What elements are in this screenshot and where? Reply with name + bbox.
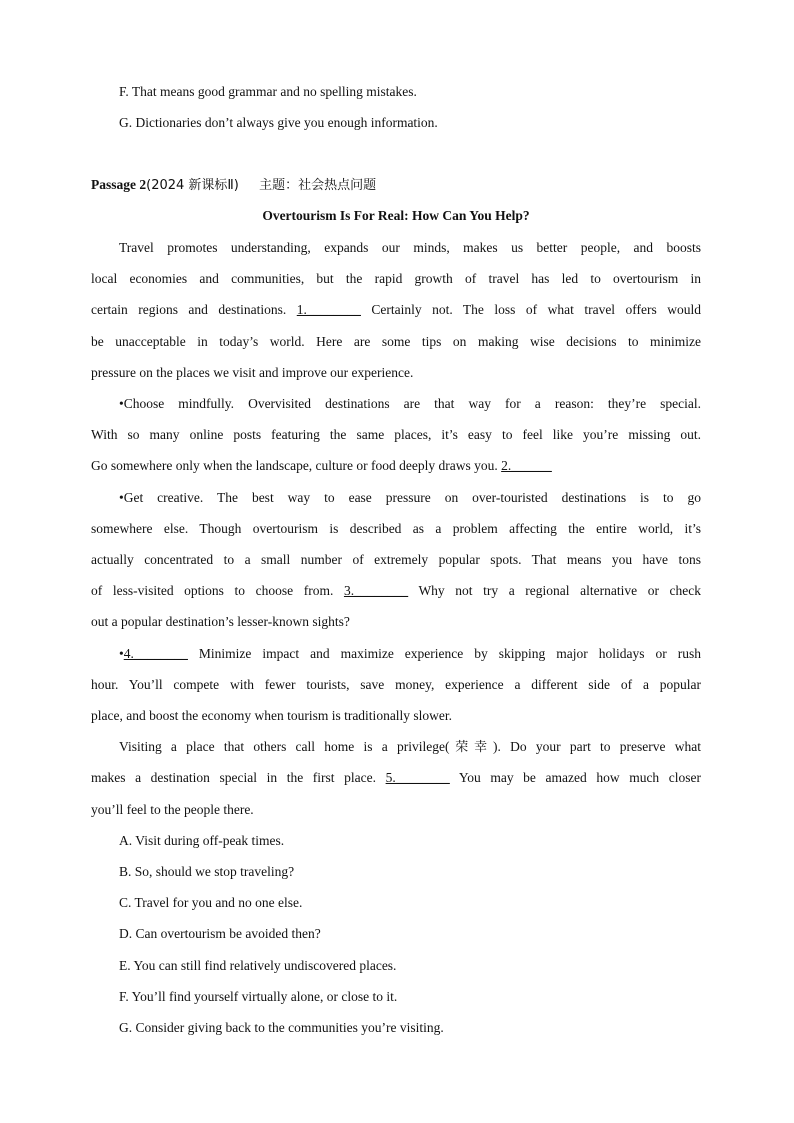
blank-5[interactable]: 5.________ [385,770,450,785]
p3-line-5: out a popular destination’s lesser-known sights? [91,614,350,629]
passage-label: Passage 2 [91,177,147,192]
p3-line-2: somewhere else. Though overtourism is described as a problem affecting the entire world, it’s [91,521,701,536]
passage-source: (2024 新课标Ⅱ) [146,178,239,193]
passage-theme: 主题：社会热点问题 [259,178,377,193]
option-c: C. Travel for you and no one else. [119,895,303,910]
blank-1[interactable]: 1.________ [296,302,361,317]
option-f: F. You’ll find yourself virtually alone, or close to it. [119,989,398,1004]
passage-title: Overtourism Is For Real: How Can You Help? [262,208,530,223]
p4-line-3: place, and boost the economy when tourism is traditionally slower. [91,708,453,723]
p1-line-4: be unacceptable in today’s world. Here are some tips on making wise decisions to minimize [91,334,701,349]
option-a: A. Visit during off-peak times. [119,833,285,848]
p5-line-2: makes a destination special in the first place. 5.________ You may be amazed how much closer [91,770,702,785]
p3-line-4: of less-visited options to choose from. 3.________ Why not try a regional alternative or check [91,583,702,598]
passage-header [91,176,376,195]
blank-2[interactable]: 2.______ [501,458,552,473]
p1-line-5: pressure on the places we visit and improve our experience. [91,365,414,380]
prev-option-g: G. Dictionaries don’t always give you enough information. [119,115,438,130]
p2-line-1: •Choose mindfully. Overvisited destinations are that way for a reason: they’re special. [119,396,701,411]
prev-option-f: F. That means good grammar and no spelling mistakes. [119,84,417,99]
blank-3[interactable]: 3.________ [343,583,409,598]
p3-line-3: actually concentrated to a small number of extremely popular spots. That means you have tons [91,552,701,567]
p2-line-2: With so many online posts featuring the same places, it’s easy to feel like you’re missing out. [91,427,701,442]
p4-line-2: hour. You’ll compete with fewer tourists, save money, experience a different side of a popular [91,677,701,692]
option-d: D. Can overtourism be avoided then? [119,926,321,941]
p1-line-1: Travel promotes understanding, expands our minds, makes us better people, and boosts [119,240,701,255]
p1-line-2: local economies and communities, but the rapid growth of travel has led to overtourism in [91,271,701,286]
p3-line-1: •Get creative. The best way to ease pressure on over-touristed destinations is to go [119,490,701,505]
blank-4[interactable]: 4.________ [123,646,188,661]
option-e: E. You can still find relatively undiscovered places. [119,958,397,973]
p2-line-3: Go somewhere only when the landscape, culture or food deeply draws you. 2.______ [91,458,552,473]
option-g: G. Consider giving back to the communities you’re visiting. [119,1020,444,1035]
p4-line-1: •4.________ Minimize impact and maximize experience by skipping major holidays or rush [119,646,701,661]
p5-line-3: you’ll feel to the people there. [91,802,254,817]
option-b: B. So, should we stop traveling? [119,864,295,879]
p5-line-1: Visiting a place that others call home is a privilege(荣幸). Do your part to preserve what [119,739,701,755]
p1-line-3: certain regions and destinations. 1.________ Certainly not. The loss of what travel offers would [91,302,702,317]
